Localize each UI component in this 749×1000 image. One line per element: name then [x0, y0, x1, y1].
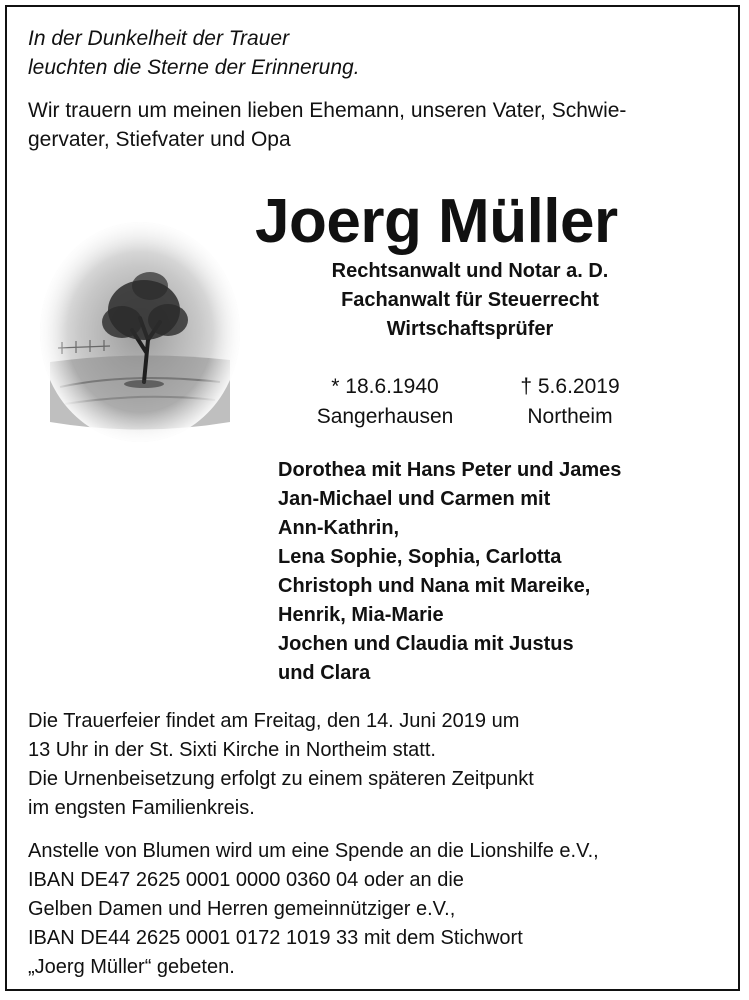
death-info [490, 372, 650, 432]
family-line: Jochen und Claudia mit Justus [278, 633, 574, 655]
deceased-name: Joerg Müller [255, 187, 618, 256]
family-line: Jan-Michael und Carmen mit [278, 488, 551, 510]
family-line: Dorothea mit Hans Peter und James [278, 459, 622, 481]
service-line: im engsten Familienkreis. [28, 797, 255, 819]
family-line: Ann-Kathrin, [278, 517, 400, 539]
death-place: Northeim [527, 405, 613, 428]
family-line: Henrik, Mia-Marie [278, 604, 444, 626]
family-line: Christoph und Nana mit Mareike, [278, 575, 591, 597]
intro-text: Wir trauern um meinen lieben Ehemann, unseren Vater, Schwie- gervater, Stiefvater und Opa [28, 99, 627, 151]
motto: In der Dunkelheit der Trauer leuchten die Sterne der Erinnerung. [28, 27, 360, 79]
birth-info [300, 372, 470, 432]
title-line: Fachanwalt für Steuerrecht [341, 289, 599, 311]
service-info [28, 707, 534, 823]
death-date: † 5.6.2019 [520, 375, 620, 398]
professional-titles [250, 257, 690, 344]
birth-date: * 18.6.1940 [331, 375, 439, 398]
donation-line: IBAN DE44 2625 0001 0172 1019 33 mit dem Stichwort [28, 927, 523, 949]
title-line: Wirtschaftsprüfer [386, 318, 554, 340]
family-line: und Clara [278, 662, 371, 684]
donation-info [28, 837, 599, 982]
service-line: 13 Uhr in der St. Sixti Kirche in Northeim statt. [28, 739, 436, 761]
family-list [278, 456, 621, 688]
tree-image [40, 222, 240, 442]
donation-line: Gelben Damen und Herren gemeinnütziger e.V., [28, 898, 456, 920]
family-line: Lena Sophie, Sophia, Carlotta [278, 546, 562, 568]
donation-line: „Joerg Müller“ gebeten. [28, 956, 235, 978]
donation-line: IBAN DE47 2625 0001 0000 0360 04 oder an die [28, 869, 464, 891]
service-line: Die Trauerfeier findet am Freitag, den 14. Juni 2019 um [28, 710, 520, 732]
birth-place: Sangerhausen [316, 405, 454, 428]
service-line: Die Urnenbeisetzung erfolgt zu einem späteren Zeitpunkt [28, 768, 534, 790]
donation-line: Anstelle von Blumen wird um eine Spende an die Lionshilfe e.V., [28, 840, 599, 862]
title-line: Rechtsanwalt und Notar a. D. [331, 260, 609, 282]
